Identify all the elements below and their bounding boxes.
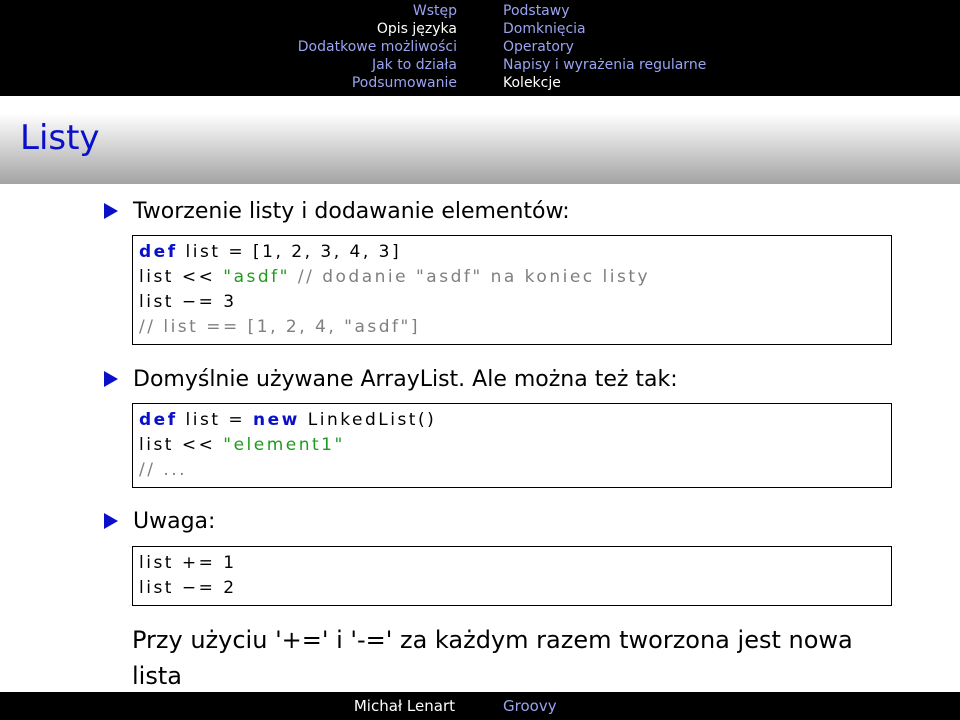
code-text: list << xyxy=(139,267,224,287)
code-line xyxy=(139,433,885,458)
code-line xyxy=(139,576,885,601)
bullet-triangle-icon xyxy=(104,371,118,387)
note-paragraph: Przy użyciu '+=' i '-=' za każdym razem tworzona jest nowa lista xyxy=(132,626,853,690)
frame-title-band xyxy=(0,96,960,184)
nav-subsection-napisy[interactable]: Napisy i wyrażenia regularne xyxy=(503,57,707,73)
footer-author: Michał Lenart xyxy=(353,697,455,715)
code-line xyxy=(139,551,885,576)
code-line xyxy=(139,290,885,315)
bullet-item xyxy=(104,508,215,536)
code-line xyxy=(139,265,885,290)
code-line xyxy=(139,240,885,265)
code-keyword: def xyxy=(139,410,178,430)
code-comment: // dodanie "asdf" na koniec listy xyxy=(289,267,651,287)
bullet-item xyxy=(104,198,570,226)
code-string: "element1" xyxy=(223,435,345,455)
code-line xyxy=(139,315,885,340)
code-text: list = [1, 2, 3, 4, 3] xyxy=(177,242,402,262)
code-text: list = xyxy=(177,410,254,430)
code-block xyxy=(132,403,892,488)
slide-title: Listy xyxy=(20,118,100,158)
footer-bar xyxy=(0,692,960,720)
footer-title: Groovy xyxy=(503,697,557,715)
nav-section-opis-jezyka[interactable]: Opis języka xyxy=(376,21,457,37)
code-comment: // list == [1, 2, 4, "asdf"] xyxy=(139,317,420,337)
code-text: LinkedList() xyxy=(299,410,437,430)
code-comment: // ... xyxy=(139,460,188,480)
footer-author-cell xyxy=(0,692,473,720)
nav-section-wstep[interactable]: Wstęp xyxy=(412,3,457,19)
code-keyword: new xyxy=(253,410,300,430)
nav-section-jak-to-dziala[interactable]: Jak to działa xyxy=(371,57,457,73)
code-line xyxy=(139,458,885,483)
code-string: "asdf" xyxy=(223,267,290,287)
nav-section-podsumowanie[interactable]: Podsumowanie xyxy=(351,75,457,91)
subsection-navigation xyxy=(503,0,953,96)
code-text: list −= 3 xyxy=(139,292,237,312)
nav-subsection-domkniecia[interactable]: Domknięcia xyxy=(503,21,586,37)
bullet-item xyxy=(104,366,678,394)
bullet-triangle-icon xyxy=(104,513,118,529)
code-block xyxy=(132,546,892,606)
section-navigation xyxy=(0,0,465,96)
code-block xyxy=(132,235,892,345)
code-text: list −= 2 xyxy=(139,578,237,598)
nav-subsection-operatory[interactable]: Operatory xyxy=(503,39,574,55)
nav-section-dodatkowe-mozliwosci[interactable]: Dodatkowe możliwości xyxy=(297,39,457,55)
bullet-text: Domyślnie używane ArrayList. Ale można też tak: xyxy=(133,367,678,392)
nav-subsection-podstawy[interactable]: Podstawy xyxy=(503,3,570,19)
code-line xyxy=(139,408,885,433)
header-navigation-bar xyxy=(0,0,960,96)
code-keyword: def xyxy=(139,242,178,262)
code-text: list += 1 xyxy=(139,553,237,573)
bullet-triangle-icon xyxy=(104,203,118,219)
code-text: list << xyxy=(139,435,224,455)
nav-subsection-kolekcje[interactable]: Kolekcje xyxy=(503,75,561,91)
footer-title-cell xyxy=(503,692,557,720)
bullet-text: Uwaga: xyxy=(133,509,216,534)
bullet-text: Tworzenie listy i dodawanie elementów: xyxy=(133,199,570,224)
